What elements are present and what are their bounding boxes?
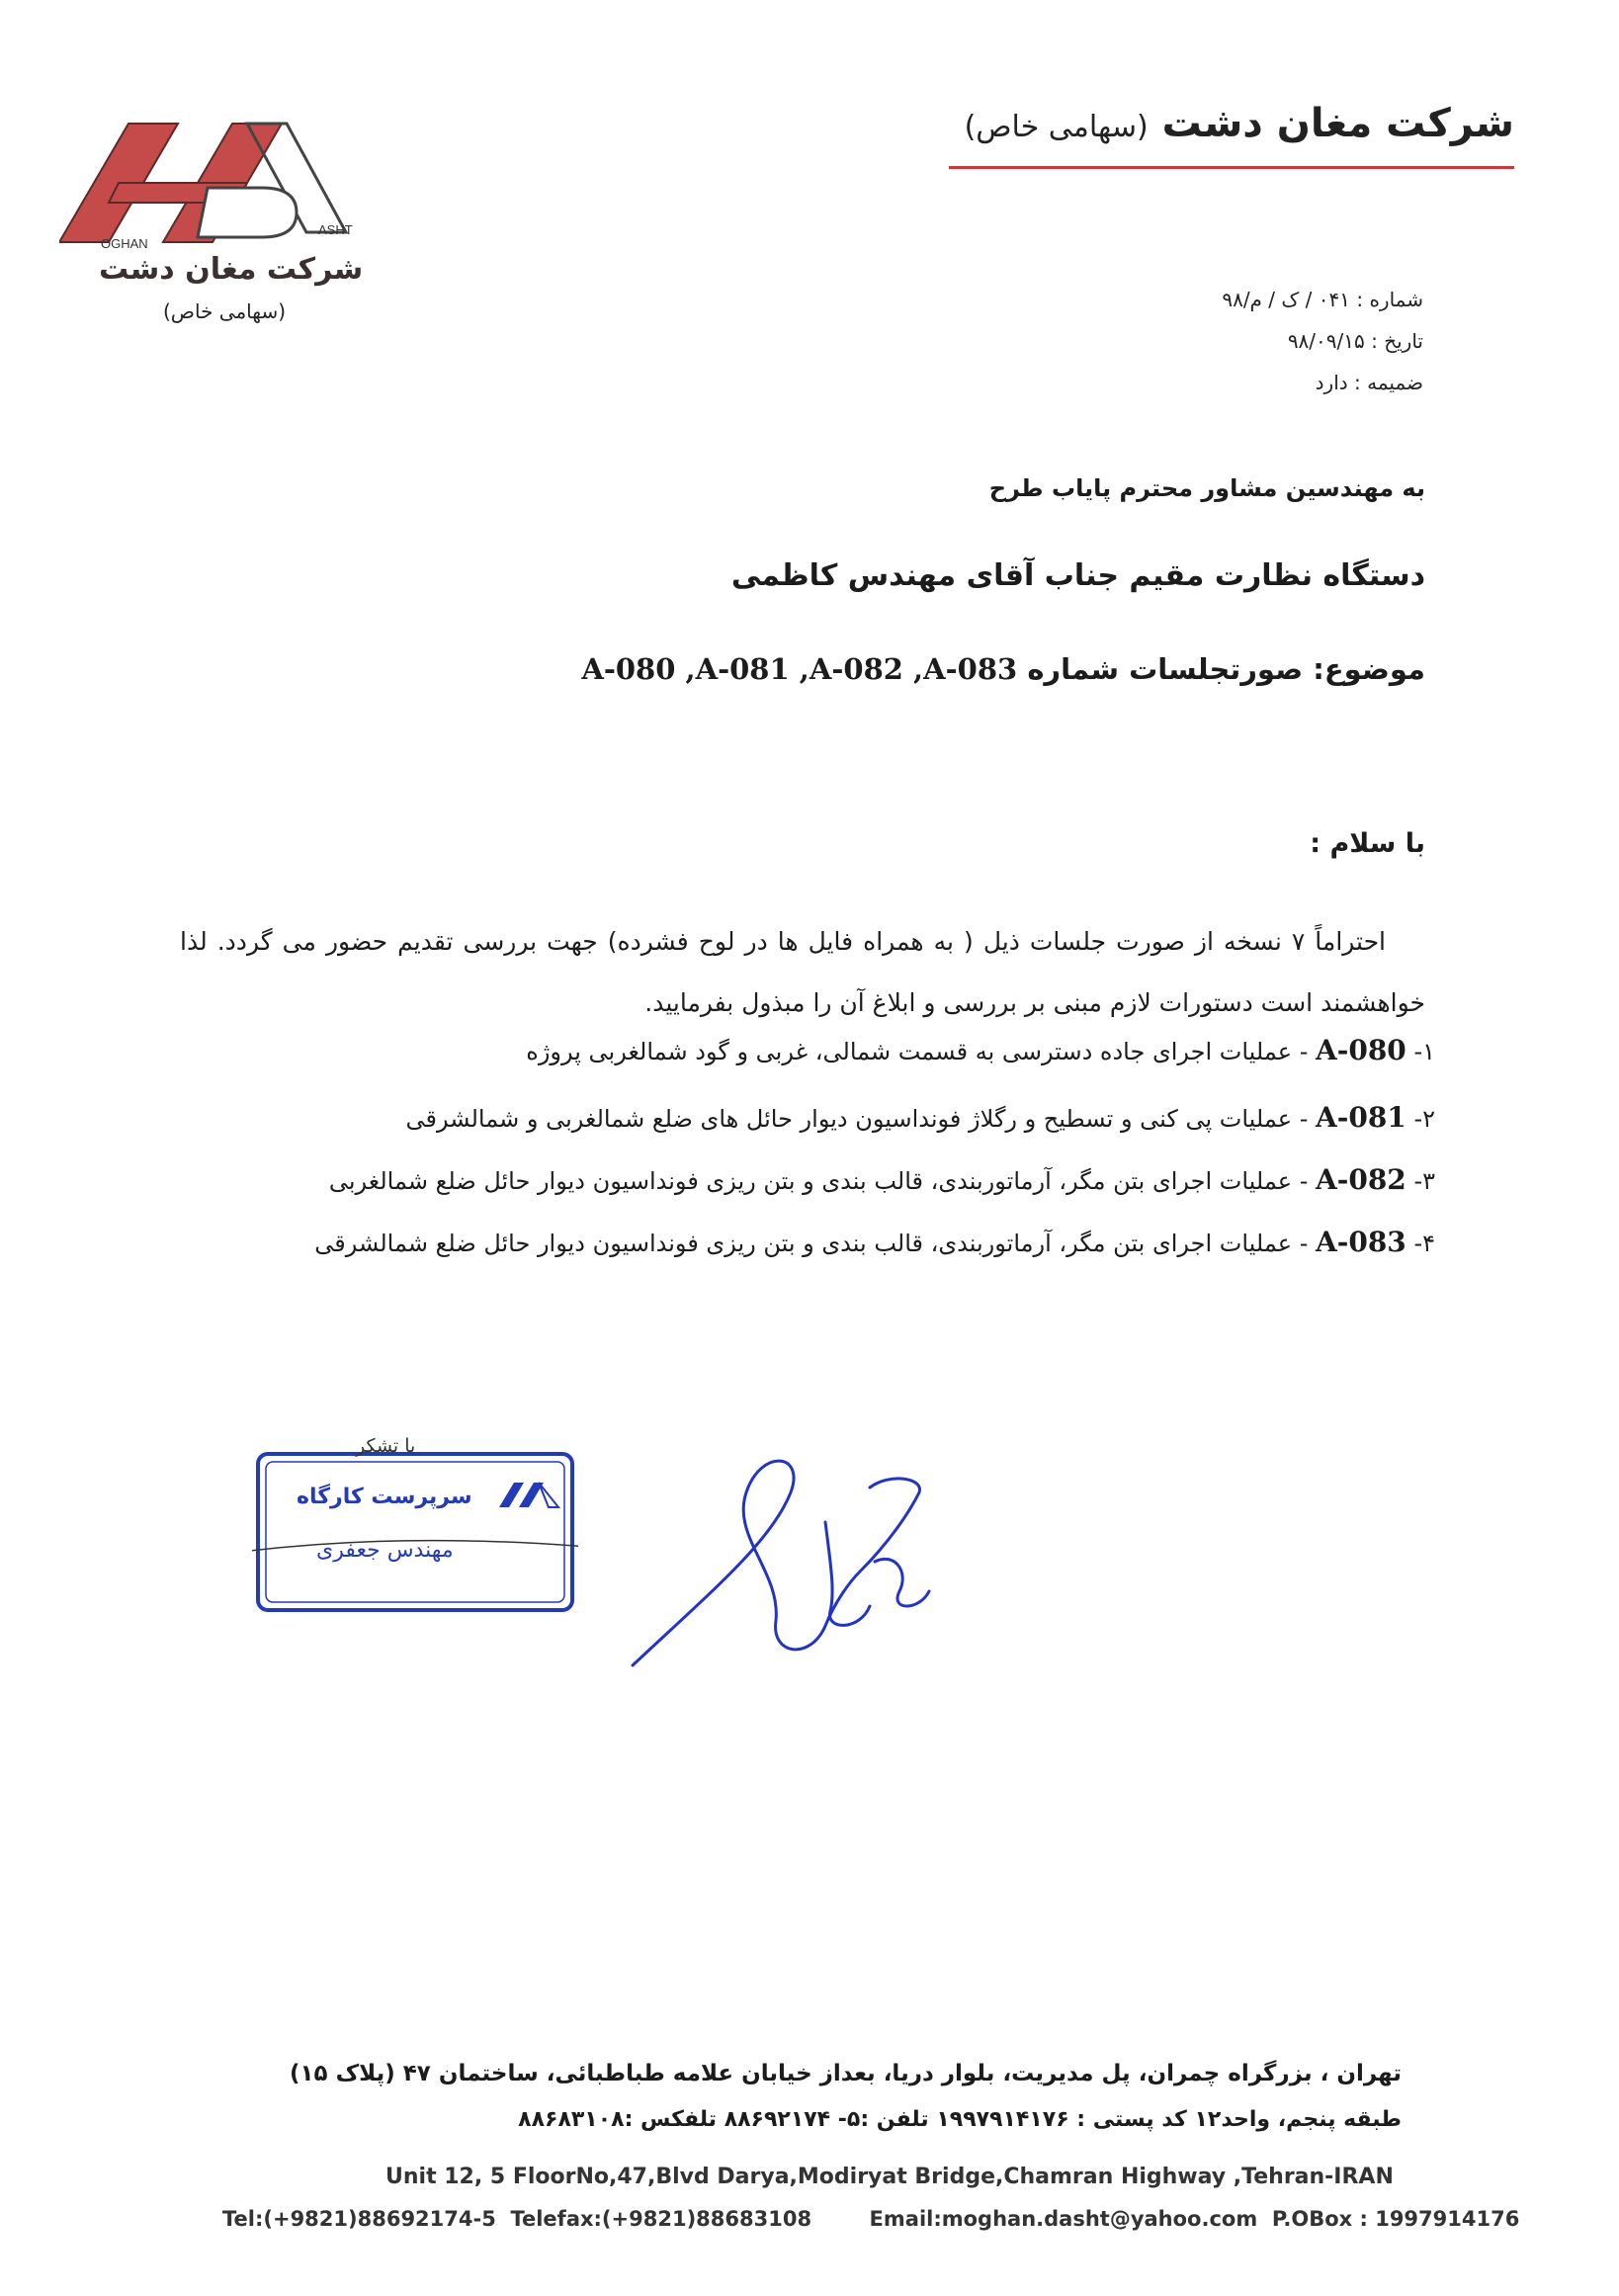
footer-english-address: Unit 12, 5 FloorNo,47,Blvd Darya,Modiryat Bridge,Chamran Highway ,Tehran-IRAN: [385, 2165, 1394, 2189]
subject-label: موضوع: صورتجلسات شماره: [1027, 652, 1425, 686]
header-divider: [949, 166, 1514, 169]
logo-initial-left: OGHAN: [101, 236, 148, 251]
addressee-line-2: دستگاه نظارت مقیم جناب آقای مهندس کاظمی: [730, 558, 1425, 593]
letter-number: شماره : ۰۴۱ / ک / م/۹۸: [1222, 288, 1423, 311]
signoff-name: مهندس جعفری: [316, 1538, 454, 1563]
header-company-subtitle: (سهامی خاص): [964, 110, 1149, 144]
header-company-title: شرکت مغان دشت: [1161, 101, 1514, 146]
item-text: - عملیات اجرای جاده دسترسی به قسمت شمالی، غربی و گود شمالغربی پروژه: [526, 1038, 1309, 1065]
company-logo: [59, 114, 376, 252]
header-company-name: [965, 101, 1514, 146]
item-code: A-080: [1316, 1034, 1406, 1066]
item-text: - عملیات اجرای بتن مگر، آرماتوربندی، قالب بندی و بتن ریزی فونداسیون دیوار حائل ضلع شمالغربی: [328, 1167, 1309, 1195]
footer-address-line-2: طبقه پنجم، واحد۱۲ کد پستی : ۱۹۹۷۹۱۴۱۷۶ تلفن :۵- ۸۸۶۹۲۱۷۴ تلفکس :۸۸۶۸۳۱۰۸: [518, 2107, 1402, 2132]
logo-initial-right: ASHT: [318, 222, 353, 237]
company-stamp: [252, 1438, 578, 1616]
brand-name: شرکت مغان دشت: [99, 252, 364, 287]
list-item: [526, 1034, 1435, 1066]
item-text: - عملیات اجرای بتن مگر، آرماتوربندی، قالب بندی و بتن ریزی فونداسیون دیوار حائل ضلع شمالشرقی: [314, 1230, 1309, 1257]
item-code: A-081: [1316, 1101, 1406, 1134]
list-item: [329, 1163, 1435, 1196]
footer-address-line-1: تهران ، بزرگراه چمران، پل مدیریت، بلوار دریا، بعداز خیابان علامه طباطبائی، ساختمان ۴۷ (پلاک ۱۵): [289, 2061, 1402, 2086]
brand-subtitle: (سهامی خاص): [163, 299, 287, 323]
item-number: ۱-: [1413, 1038, 1435, 1065]
subject-codes: A-080 ,A-081 ,A-082 ,A-083: [581, 652, 1018, 686]
addressee-line-1: به مهندسین مشاور محترم پایاب طرح: [988, 474, 1425, 502]
list-item: [314, 1226, 1435, 1258]
list-item: [405, 1101, 1435, 1134]
letter-date: تاریخ : ۹۸/۰۹/۱۵: [1287, 329, 1423, 353]
greeting: با سلام :: [1310, 828, 1425, 859]
item-code: A-083: [1316, 1226, 1406, 1258]
signoff-role: سرپرست کارگاه: [297, 1485, 472, 1509]
handwritten-signature: [623, 1423, 988, 1680]
item-number: ۳-: [1413, 1167, 1435, 1195]
signoff-thanks: با تشکر: [356, 1435, 416, 1457]
item-text: - عملیات پی کنی و تسطیح و رگلاژ فونداسیون دیوار حائل های ضلع شمالغربی و شمالشرقی: [405, 1105, 1309, 1133]
item-number: ۲-: [1413, 1105, 1435, 1133]
item-number: ۴-: [1413, 1230, 1435, 1257]
intro-paragraph: احتراماً ۷ نسخه از صورت جلسات ذیل ( به همراه فایل ها در لوح فشرده) جهت بررسی تقدیم حضور می گردد. لذا خواهشمند است دستورات لازم مبنی بر بررسی و ابلاغ آن را مبذول بفرمایید.: [180, 927, 1425, 1017]
footer-english-contacts: Tel:(+9821)88692174-5 Telefax:(+9821)88683108 Email:moghan.dasht@yahoo.com P.OBox : 1997914176: [222, 2207, 1520, 2231]
letter-attachment: ضمیمه : دارد: [1315, 371, 1423, 394]
subject-line: [581, 652, 1425, 686]
item-code: A-082: [1316, 1163, 1406, 1196]
reference-block: [1222, 279, 1423, 403]
